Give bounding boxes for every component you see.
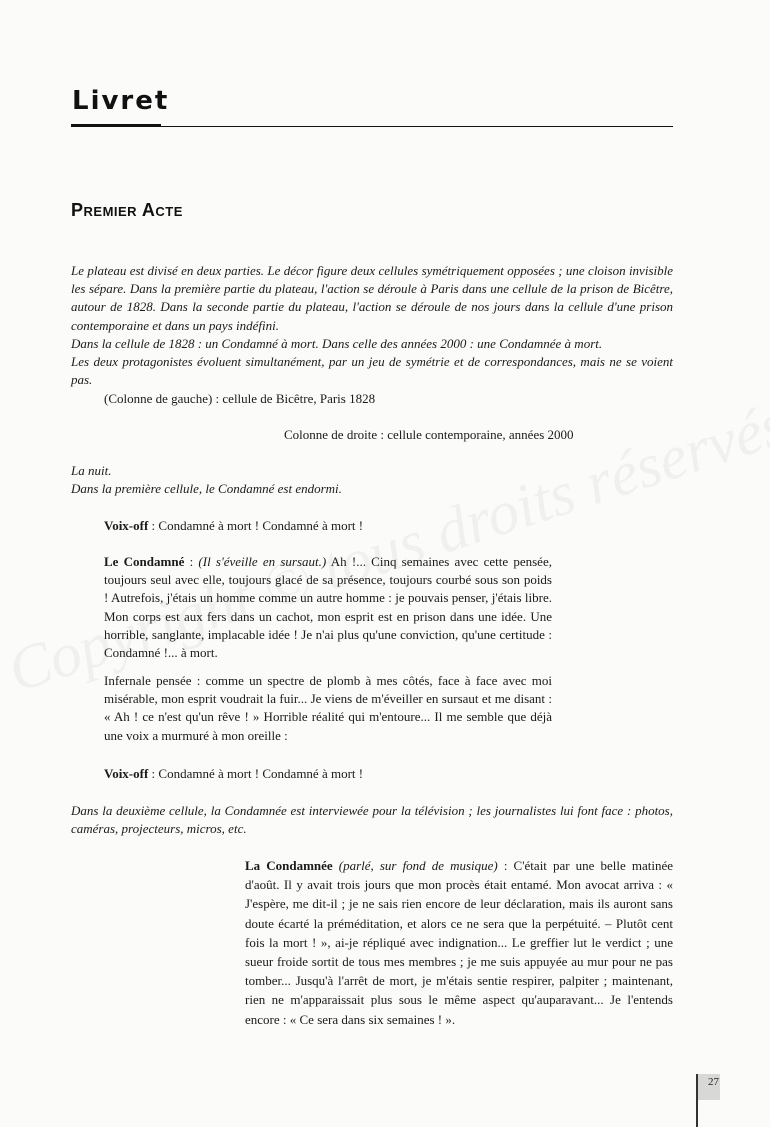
intro-stage-direction (71, 262, 673, 389)
stage-direction: (Il s'éveille en sursaut.) (198, 554, 327, 569)
dialogue-text: : Condamné à mort ! Condamné à mort ! (148, 766, 364, 781)
heading-rule-accent (71, 124, 161, 127)
heading-rule (71, 126, 673, 127)
page-heading: Livret (72, 86, 170, 116)
condamne-speech (104, 553, 552, 662)
stage-direction: (parlé, sur fond de musique) (338, 858, 498, 873)
second-cell-stage-direction (71, 802, 673, 838)
speaker-name: Voix-off (104, 518, 149, 533)
left-column-label: (Colonne de gauche) : cellule de Bicêtre, Paris 1828 (104, 391, 376, 406)
condamne-speech-continued (104, 672, 552, 745)
condamnee-speech (245, 856, 673, 1029)
stage-direction-text: Dans la deuxième cellule, la Condamnée est interviewée pour la télévision ; les journalistes lui font face : photos, caméras, projecteurs, micros, etc. (71, 803, 673, 837)
intro-line: Dans la cellule de 1828 : un Condamné à mort. Dans celle des années 2000 : une Condamnée à mort. (71, 335, 603, 351)
speaker-separator: : (184, 554, 199, 569)
voice-off-line-2 (104, 765, 552, 783)
night-line: La nuit. (71, 463, 112, 478)
right-column-label: Colonne de droite : cellule contemporaine, années 2000 (284, 427, 574, 442)
voice-off-line-1 (104, 517, 552, 535)
dialogue-text: Infernale pensée : comme un spectre de plomb à mes côtés, face à face avec moi misérable, mon esprit voudrait la fuir... Je viens de m'éveiller en sursaut et me disant : « Ah ! ce n'est qu'un rêve ! » Horrible réalité qui m'entoure... Il me semble que déjà une voix a murmuré à mon oreille : (104, 673, 552, 743)
intro-line: Le plateau est divisé en deux parties. Le décor figure deux cellules symétriquement opposées ; une cloison invisible les sépare. Dans la première partie du plateau, l'action se déroule à Paris dans une cellule de la prison de Bicêtre, autour de 1828. Dans la seconde partie du plateau, l'action se déroule de nos jours dans la cellule d'une prison contemporaine et dans un pays indéfini. (71, 263, 673, 333)
page-number: 27 (708, 1076, 719, 1088)
night-line: Dans la première cellule, le Condamné est endormi. (71, 481, 342, 497)
night-stage-direction (71, 462, 673, 498)
dialogue-text: : Condamné à mort ! Condamné à mort ! (148, 518, 364, 533)
page-number-rule (696, 1074, 698, 1127)
speaker-name: Le Condamné (104, 554, 185, 569)
act-title: Premier Acte (71, 200, 183, 220)
speaker-name: La Condamnée (245, 858, 333, 873)
intro-line: Les deux protagonistes évoluent simultanément, par un jeu de symétrie et de correspondances, mais ne se voient pas. (71, 354, 673, 388)
dialogue-text: : C'était par une belle matinée d'août. Il y avait trois jours que mon procès était entamé. Mon avocat arriva : « J'espère, me dit-il ; je ne sais rien encore de leur déclaration, mais ils auront sans doute écarté la préméditation, et alors ce ne sera que la perpétuité. – Plutôt cent fois la mort ! », ai-je répliqué avec indignation... Le greffier lut le verdict ; une sueur froide sortit de tous mes membres ; je me suis appuyée au mur pour ne pas tomber... Jusqu'à l'arrêt de mort, je m'étais sentie respirer, palpiter ; maintenant, rien ne m'apparaissait plus sous le même aspect qu'auparavant... Je l'entends encore : « Ce sera dans six semaines ! ». (245, 858, 673, 1027)
dialogue-text: Ah !... Cinq semaines avec cette pensée, toujours seul avec elle, toujours glacé de sa présence, toujours courbé sous son poids ! Autrefois, j'étais un homme comme un autre homme : je pouvais penser, j'étais libre. Mon corps est aux fers dans un cachot, mon esprit est en prison dans une idée. Une horrible, sanglante, implacable idée ! Je n'ai plus qu'une conviction, qu'une certitude : Condamné !... à mort. (104, 554, 552, 661)
speaker-name: Voix-off (104, 766, 149, 781)
